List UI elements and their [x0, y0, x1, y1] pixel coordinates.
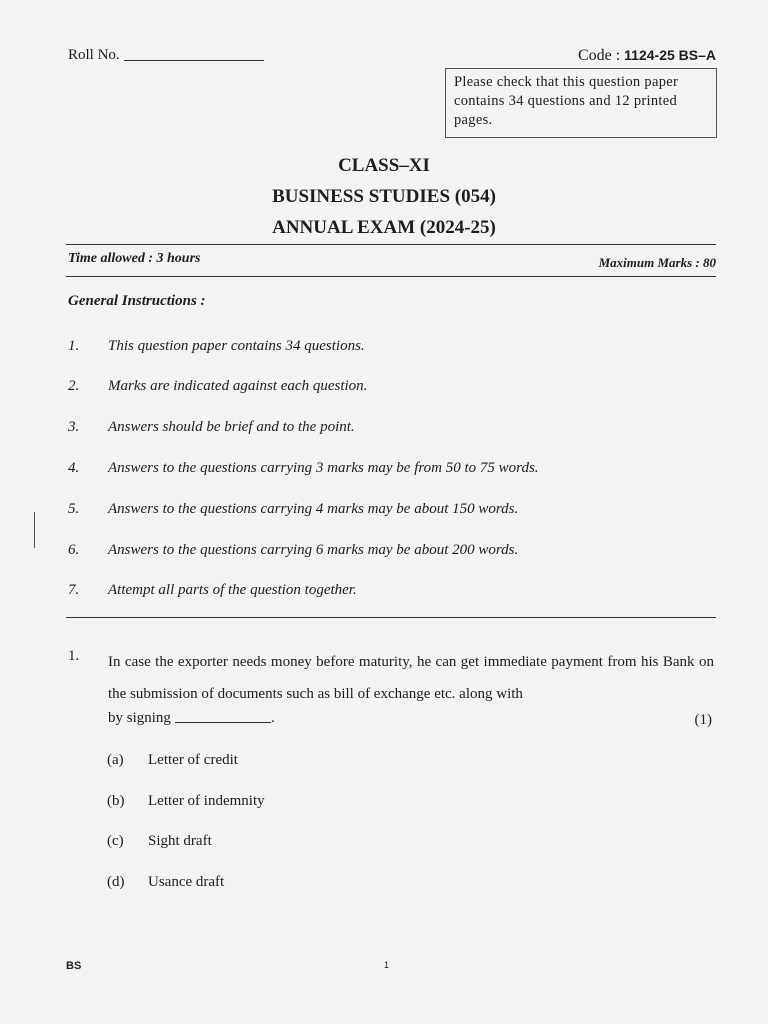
question-text: In case the exporter needs money before maturity, he can get immediate payment from his Bank on the submission of documents such as bill of exchange etc. along with	[108, 654, 714, 702]
divider-meta	[66, 276, 716, 277]
instruction-item: 5. Answers to the questions carrying 4 marks may be about 150 words.	[68, 501, 519, 517]
maximum-marks: Maximum Marks : 80	[598, 255, 716, 270]
exam-title-block	[0, 150, 768, 243]
instructions-title: General Instructions :	[68, 293, 206, 309]
divider-questions	[66, 617, 716, 618]
instruction-item: 2. Marks are indicated against each question.	[68, 378, 368, 394]
answer-blank	[175, 710, 271, 723]
divider-top	[66, 244, 716, 245]
page-number: 1	[384, 960, 390, 970]
exam-heading: ANNUAL EXAM (2024-25)	[272, 217, 496, 238]
footer-subject-code: BS	[66, 960, 82, 972]
instruction-item: 1. This question paper contains 34 questions.	[68, 338, 365, 354]
option-b: (b) Letter of indemnity	[107, 793, 265, 809]
margin-mark	[34, 512, 35, 548]
question-fill-line: by signing .	[108, 710, 275, 726]
class-heading: CLASS–XI	[338, 155, 430, 176]
page-count-notice: Please check that this question paper contains 34 questions and 12 printed pages.	[445, 68, 717, 138]
roll-number-blank	[124, 48, 264, 61]
instruction-item: 4. Answers to the questions carrying 3 marks may be from 50 to 75 words.	[68, 460, 539, 476]
paper-code	[578, 47, 716, 65]
instruction-item: 6. Answers to the questions carrying 6 marks may be about 200 words.	[68, 542, 519, 558]
code-label: Code :	[577, 47, 621, 64]
question-number: 1.	[68, 648, 80, 664]
instruction-item: 3. Answers should be brief and to the point.	[68, 419, 355, 435]
option-c: (c) Sight draft	[107, 833, 212, 849]
instruction-item: 7. Attempt all parts of the question together.	[68, 582, 357, 598]
option-d: (d) Usance draft	[107, 874, 225, 890]
subject-heading: BUSINESS STUDIES (054)	[272, 186, 496, 207]
question-marks: (1)	[694, 712, 712, 728]
roll-number-label: Roll No.	[68, 47, 120, 63]
option-a: (a) Letter of credit	[107, 752, 238, 768]
code-value: 1124-25 BS–A	[624, 47, 716, 63]
time-allowed: Time allowed : 3 hours	[68, 251, 201, 266]
roll-number-field	[68, 47, 264, 64]
